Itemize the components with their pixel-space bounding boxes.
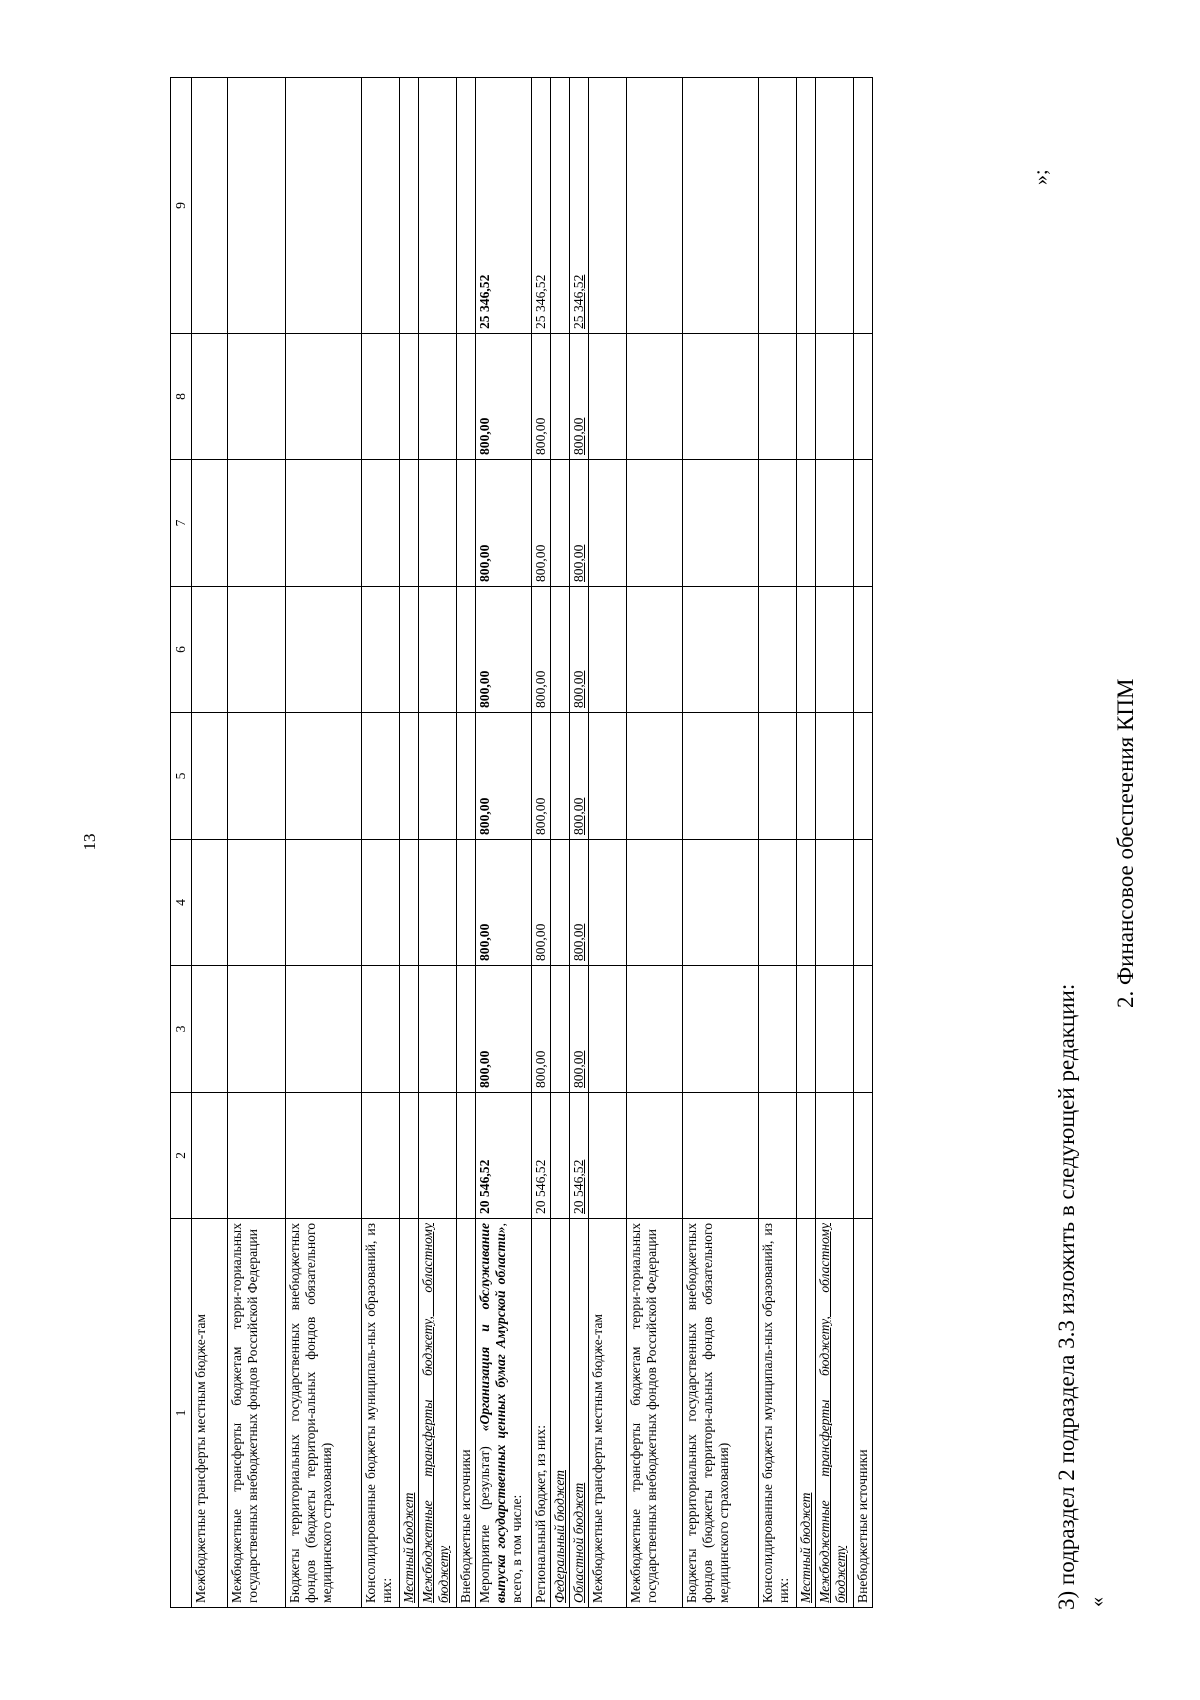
value-cell	[457, 966, 476, 1093]
value-cell	[797, 460, 816, 587]
value-cell	[192, 587, 228, 713]
value-cell	[759, 713, 797, 840]
value-cell	[362, 1093, 400, 1219]
value-cell	[400, 587, 419, 713]
value-cell	[228, 334, 286, 460]
row-label-text: Внебюджетные источники	[855, 1449, 871, 1603]
value-cell	[551, 966, 570, 1093]
value-cell	[854, 78, 873, 334]
value-cell	[589, 840, 627, 966]
table-row	[816, 78, 854, 1608]
header-cell: 1	[171, 1219, 192, 1608]
value-cell	[286, 966, 362, 1093]
row-label-text: Межбюджетные трансферты бюджетам терри-ториальных государственных внебюджетных фондов Российской Федерации	[229, 1223, 261, 1603]
row-label	[816, 1219, 854, 1608]
value-cell	[759, 1093, 797, 1219]
value-cell	[854, 1093, 873, 1219]
header-cell: 4	[171, 840, 192, 966]
value-cell	[419, 966, 457, 1093]
table-row	[362, 78, 400, 1608]
value-cell	[551, 460, 570, 587]
value-cell	[797, 966, 816, 1093]
table-row	[551, 78, 570, 1608]
value-cell	[228, 966, 286, 1093]
value-cell	[683, 713, 759, 840]
row-label	[400, 1219, 419, 1608]
row-label	[362, 1219, 400, 1608]
budget-table	[170, 77, 873, 1608]
value-cell: 25 346,52	[476, 78, 532, 334]
value-cell: 800,00	[532, 334, 551, 460]
row-label-text: Федеральный бюджет	[552, 1470, 568, 1603]
value-cell	[627, 966, 683, 1093]
value-cell	[854, 460, 873, 587]
value-cell: 800,00	[532, 460, 551, 587]
value-cell: 20 546,52	[532, 1093, 551, 1219]
row-label-text: Межбюджетные трансферты местным бюдже-там	[193, 1314, 208, 1603]
value-cell	[816, 1093, 854, 1219]
row-label	[532, 1219, 551, 1608]
value-cell	[228, 78, 286, 334]
value-cell	[228, 840, 286, 966]
value-cell	[192, 713, 228, 840]
table-row	[759, 78, 797, 1608]
value-cell	[854, 840, 873, 966]
value-cell	[627, 587, 683, 713]
header-cell: 7	[171, 460, 192, 587]
value-cell	[400, 840, 419, 966]
value-cell	[759, 334, 797, 460]
table-row	[532, 78, 551, 1608]
value-cell	[589, 713, 627, 840]
table-row	[400, 78, 419, 1608]
value-cell	[286, 1093, 362, 1219]
value-cell	[816, 78, 854, 334]
value-cell	[400, 334, 419, 460]
value-cell	[816, 840, 854, 966]
value-cell: 800,00	[476, 460, 532, 587]
row-label	[854, 1219, 873, 1608]
value-cell	[400, 460, 419, 587]
header-cell: 2	[171, 1093, 192, 1219]
value-cell	[759, 587, 797, 713]
value-cell	[589, 966, 627, 1093]
value-cell	[627, 460, 683, 587]
value-cell	[457, 840, 476, 966]
value-cell	[457, 1093, 476, 1219]
value-cell	[627, 713, 683, 840]
row-label-text: Местный бюджет	[401, 1492, 416, 1603]
opening-quote: «	[1086, 1597, 1108, 1607]
value-cell	[627, 78, 683, 334]
value-cell	[551, 1093, 570, 1219]
value-cell	[816, 460, 854, 587]
value-cell: 25 346,52	[570, 78, 589, 334]
table-row	[854, 78, 873, 1608]
value-cell: 800,00	[570, 460, 589, 587]
value-cell	[192, 1093, 228, 1219]
value-cell: 800,00	[570, 840, 589, 966]
row-label-text: Внебюджетные источники	[458, 1449, 474, 1603]
value-cell	[228, 1093, 286, 1219]
value-cell	[683, 1093, 759, 1219]
value-cell	[816, 966, 854, 1093]
table-row	[228, 78, 286, 1608]
table-row	[457, 78, 476, 1608]
value-cell	[551, 78, 570, 334]
value-cell: 800,00	[570, 587, 589, 713]
value-cell	[286, 840, 362, 966]
row-label	[759, 1219, 797, 1608]
value-cell	[228, 587, 286, 713]
row-label	[228, 1219, 286, 1608]
value-cell	[457, 78, 476, 334]
value-cell	[362, 587, 400, 713]
row-label-text: Бюджеты территориальных государственных внебюджетных фондов (бюджеты территори-альных фондов обязательного медицинского страхования)	[287, 1223, 335, 1603]
value-cell	[419, 334, 457, 460]
value-cell	[551, 587, 570, 713]
table-row	[589, 78, 627, 1608]
value-cell	[362, 334, 400, 460]
value-cell	[816, 587, 854, 713]
value-cell	[816, 334, 854, 460]
value-cell: 800,00	[532, 840, 551, 966]
table-row	[192, 78, 228, 1608]
value-cell	[759, 840, 797, 966]
value-cell	[419, 587, 457, 713]
table-row	[627, 78, 683, 1608]
value-cell	[854, 334, 873, 460]
value-cell	[400, 1093, 419, 1219]
header-cell: 9	[171, 78, 192, 334]
page-number: 13	[80, 833, 99, 851]
value-cell	[192, 78, 228, 334]
value-cell	[797, 78, 816, 334]
value-cell: 800,00	[570, 713, 589, 840]
value-cell	[419, 713, 457, 840]
value-cell	[816, 713, 854, 840]
value-cell: 800,00	[476, 713, 532, 840]
row-label	[570, 1219, 589, 1608]
row-label-text: Межбюджетные трансферты бюджету, областному бюджету	[420, 1223, 452, 1603]
value-cell: 800,00	[570, 334, 589, 460]
value-cell	[419, 78, 457, 334]
value-cell	[797, 840, 816, 966]
row-label	[419, 1219, 457, 1608]
value-cell: 800,00	[476, 334, 532, 460]
value-cell	[362, 78, 400, 334]
value-cell	[457, 334, 476, 460]
value-cell	[457, 587, 476, 713]
value-cell	[797, 334, 816, 460]
value-cell	[797, 713, 816, 840]
row-label-text: Бюджеты территориальных государственных внебюджетных фондов (бюджеты территори-альных фондов обязательного медицинского страхования)	[684, 1223, 732, 1603]
value-cell	[362, 713, 400, 840]
value-cell	[362, 840, 400, 966]
value-cell	[797, 587, 816, 713]
section-heading: 2. Финансовое обеспечения КПМ	[1113, 678, 1138, 1008]
value-cell	[551, 840, 570, 966]
value-cell	[683, 460, 759, 587]
value-cell	[854, 587, 873, 713]
table-row	[570, 78, 589, 1608]
value-cell	[419, 460, 457, 587]
value-cell	[797, 1093, 816, 1219]
value-cell	[362, 966, 400, 1093]
value-cell	[589, 334, 627, 460]
table-row	[286, 78, 362, 1608]
value-cell	[192, 334, 228, 460]
value-cell: 800,00	[532, 713, 551, 840]
value-cell	[627, 334, 683, 460]
row-label-text: Местный бюджет	[798, 1492, 814, 1603]
row-label	[476, 1219, 532, 1608]
table-row	[419, 78, 457, 1608]
value-cell	[419, 1093, 457, 1219]
row-label-text: Консолидированные бюджеты муниципаль-ных образований, из них:	[363, 1223, 395, 1603]
value-cell	[551, 713, 570, 840]
value-cell	[627, 840, 683, 966]
value-cell	[589, 587, 627, 713]
value-cell	[457, 460, 476, 587]
row-label	[192, 1219, 228, 1608]
row-label-text: Консолидированные бюджеты муниципаль-ных образований, из них:	[760, 1223, 792, 1603]
row-label-text: Областной бюджет	[571, 1482, 587, 1603]
value-cell	[589, 460, 627, 587]
header-row	[171, 78, 192, 1608]
value-cell: 800,00	[476, 587, 532, 713]
header-cell: 8	[171, 334, 192, 460]
value-cell	[362, 460, 400, 587]
value-cell	[854, 713, 873, 840]
value-cell: 800,00	[476, 840, 532, 966]
row-label-suffix: , всего, в том числе:	[493, 1223, 525, 1603]
value-cell	[759, 460, 797, 587]
row-label	[589, 1219, 627, 1608]
row-label	[683, 1219, 759, 1608]
value-cell	[192, 840, 228, 966]
value-cell	[457, 713, 476, 840]
row-label	[797, 1219, 816, 1608]
row-label	[286, 1219, 362, 1608]
row-label-text: Межбюджетные трансферты местным бюдже-там	[590, 1314, 606, 1603]
value-cell	[683, 966, 759, 1093]
value-cell	[228, 460, 286, 587]
header-cell: 5	[171, 713, 192, 840]
value-cell	[759, 966, 797, 1093]
value-cell: 800,00	[532, 966, 551, 1093]
header-cell: 3	[171, 966, 192, 1093]
row-label-text: Региональный бюджет, из них:	[533, 1425, 549, 1603]
value-cell	[400, 713, 419, 840]
row-label-text: Межбюджетные трансферты бюджету, областному бюджету	[817, 1223, 849, 1603]
table-body	[171, 78, 873, 1608]
table-row	[797, 78, 816, 1608]
closing-quote: »;	[1030, 169, 1052, 185]
table-row	[476, 78, 532, 1608]
value-cell	[419, 840, 457, 966]
value-cell	[400, 966, 419, 1093]
value-cell	[683, 334, 759, 460]
value-cell: 800,00	[532, 587, 551, 713]
header-cell: 6	[171, 587, 192, 713]
value-cell	[627, 1093, 683, 1219]
row-label	[551, 1219, 570, 1608]
value-cell	[589, 1093, 627, 1219]
value-cell	[192, 460, 228, 587]
row-label-bold: «Организация и обслуживание выпуска государственных ценных бумаг Амурской области»	[477, 1222, 509, 1603]
value-cell: 800,00	[570, 966, 589, 1093]
value-cell	[759, 78, 797, 334]
table-row	[683, 78, 759, 1608]
value-cell	[286, 460, 362, 587]
value-cell	[286, 78, 362, 334]
value-cell	[854, 966, 873, 1093]
row-label	[457, 1219, 476, 1608]
row-label-text: Межбюджетные трансферты бюджетам терри-ториальных государственных внебюджетных фондов Российской Федерации	[628, 1223, 660, 1603]
instruction-paragraph: 3) подраздел 2 подраздела 3.3 изложить в следующей редакции:	[1054, 983, 1079, 1610]
value-cell: 20 546,52	[476, 1093, 532, 1219]
value-cell: 20 546,52	[570, 1093, 589, 1219]
value-cell	[286, 587, 362, 713]
value-cell	[683, 840, 759, 966]
value-cell: 25 346,52	[532, 78, 551, 334]
value-cell	[286, 334, 362, 460]
value-cell	[400, 78, 419, 334]
row-label-prefix: Мероприятие (результат)	[477, 1446, 493, 1603]
value-cell: 800,00	[476, 966, 532, 1093]
value-cell	[551, 334, 570, 460]
value-cell	[286, 713, 362, 840]
row-label	[627, 1219, 683, 1608]
value-cell	[683, 78, 759, 334]
value-cell	[683, 587, 759, 713]
value-cell	[589, 78, 627, 334]
value-cell	[228, 713, 286, 840]
value-cell	[192, 966, 228, 1093]
